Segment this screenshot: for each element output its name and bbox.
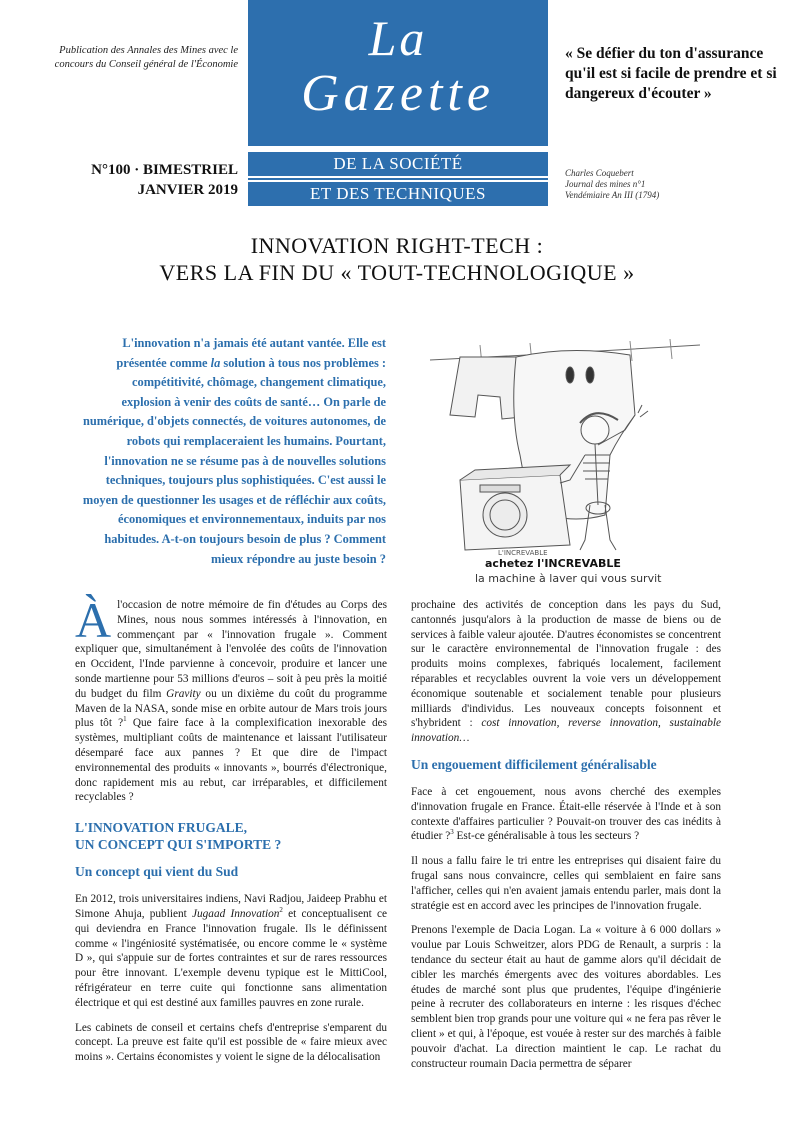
subsection-heading: Un concept qui vient du Sud (75, 864, 239, 880)
quote-source-date: Vendémiaire An III (1794) (565, 190, 660, 200)
cartoon-caption-main: achetez l'INCREVABLE (485, 557, 621, 570)
article-headline (60, 232, 734, 286)
masthead-band-society: DE LA SOCIÉTÉ (248, 152, 548, 176)
paragraph-text: prochaine des activités de conception dans les pays du Sud, cantonnés jusqu'alors à la production de masse de biens ou de services à faible valeur ajoutée. D'autres économistes se concentrent sur le caractère environnemental de l'innovation frugale : des produits moins complexes, fabriqués localement, facilement réparables et recyclables ouvrent la voie vers un développement économique soutenable et socialement tenable pour plusieurs milliards d'individus. Les nouveaux concepts foisonnent et s'hybrident : (411, 599, 721, 730)
cartoon-illustration (420, 305, 720, 590)
lead-emphasis: la (210, 355, 221, 370)
paragraph: Il nous a fallu faire le tri entre les entreprises qui disaient faire du frugal sans nous convaincre, celles qui semblaient en faire sans l'afficher, celles qui n'en avaient jamais entendu parler, mais dont la stratégie est en accord avec les principes de l'innovation frugale. (411, 855, 721, 912)
paragraph-text: Est-ce généralisable à tous les secteurs ? (453, 830, 640, 843)
concept-terms: cost innovation, reverse innovation, sustainable innovation… (411, 717, 722, 745)
machine-label: L'INCREVABLE (498, 549, 548, 557)
article-column-left (75, 592, 388, 1075)
subsection-heading: Un engouement difficilement généralisable (411, 756, 657, 772)
paragraph-text: et conceptualisent ce qui deviendra en France l'innovation frugale. Ils le définissent comme « l'ingéniosité systématisée, ou encore comme le « système D », qui s'appuie sur de fortes contraintes et sur de rares ressources pour être innovant. L'exemple devenu typique est le MittiCool, réfrigérateur en terre cuite qui fonctionne sans alimentation électrique et qui est destiné aux familles pauvres en zone rurale. (75, 907, 388, 1009)
footnote-ref: 2 (279, 906, 283, 915)
masthead-band-techniques: ET DES TECHNIQUES (248, 182, 548, 206)
epigraph-quote: « Se défier du ton d'assurance qu'il est si facile de prendre et si dangereux d'écouter » (565, 45, 777, 102)
film-title: Gravity (166, 687, 201, 700)
article-lead (80, 334, 386, 569)
cartoon-caption-sub: la machine à laver qui vous survit (475, 572, 662, 585)
footnote-ref: 3 (450, 828, 454, 837)
paragraph: Prenons l'exemple de Dacia Logan. La « voiture à 6 000 dollars » voulue par Louis Schweitzer, alors PDG de Renault, a surpris : la tendance du secteur était au haut de gamme alors qu'il décidait de cibler les marchés émergents avec des voitures abordables. Les études de marché sont plus que prudentes, l'équipe d'ingénierie peine à recruter des collaborateurs en interne : les risques d'échec semblent bien trop grands pour une voiture qui « ne fera pas rêver le client » et qui, à l'époque, est vouée à rester sur des marchés à faible pouvoir d'achat. La direction maintient le cap. Le rachat du constructeur roumain Dacia permettra de séparer (411, 924, 721, 1070)
article-column-right (411, 598, 721, 1081)
epigraph-attribution (565, 168, 780, 201)
headline-line-2: VERS LA FIN DU « TOUT-TECHNOLOGIQUE » (159, 260, 635, 285)
section-heading-line-2: UN CONCEPT QUI S'IMPORTE ? (75, 837, 282, 853)
quote-source: Journal des mines n°1 (565, 179, 646, 189)
paragraph-text: l'occasion de notre mémoire de fin d'études au Corps des Mines, nous nous sommes intéressés à l'innovation, en commençant par « l'innovation frugale ». Comment expliquer que, simultanément à l'envolée des coûts de l'innovation en Occident, l'Inde parvienne à concevoir, produire et lancer une sonde martienne pour 53 millions d'euros – soit à peu près la moitié du budget du film (75, 599, 387, 700)
paragraph: Les cabinets de conseil et certains chefs d'entreprise s'emparent du concept. La preuve est faite qu'il est possible de « faire mieux avec moins ». Certains économistes y voient le signe de la délocalisation (75, 1021, 387, 1064)
section-heading-line-1: L'INNOVATION FRUGALE, (75, 820, 248, 836)
paragraph (411, 598, 721, 746)
masthead (248, 0, 548, 146)
masthead-la: La (368, 10, 428, 66)
masthead-rule (248, 178, 548, 180)
paragraph-text: En 2012, trois universitaires indiens, Navi Radjou, Jaideep Prabhu et Simone Ahuja, publient (75, 893, 387, 920)
paragraph-text: Que faire face à la complexification inexorable des systèmes, multipliant coûts de maintenance et laissant l'utilisateur désemparé face aux pannes ? Et que dire de l'impact environnemental des produits « innovants », bourrés d'électronique, donc rapidement mis au rebut, car irréparables, et difficilement recyclables ? (75, 717, 387, 804)
cartoon-drawing (420, 305, 720, 590)
masthead-gazette: Gazette (301, 65, 495, 122)
issue-info (40, 160, 238, 200)
section-heading (75, 819, 387, 853)
paragraph-text: ou un dixième du coût du programme Maven de la NASA, sonde mise en orbite autour de Mars trois jours plus tôt ? (75, 687, 387, 730)
issue-number: N°100 · BIMESTRIEL (91, 162, 238, 178)
paragraph (411, 785, 721, 844)
book-title: Jugaad Innovation (192, 907, 280, 920)
paragraph (75, 892, 387, 1010)
lead-text-1: L'innovation n'a jamais été autant vantée. Elle est présentée comme (116, 336, 386, 370)
quote-author: Charles Coquebert (565, 168, 634, 178)
paragraph-text: Face à cet engouement, nous avons cherché des exemples d'innovation frugale en France. Était-elle réservée à l'Inde et à son contexte d'affaires particulier ? Pouvait-on trouver des cas inédits à étudier ? (411, 785, 721, 843)
headline-line-1: INNOVATION RIGHT-TECH : (250, 233, 544, 258)
paragraph (75, 592, 387, 805)
lead-text-2: solution à tous nos problèmes : compétitivité, chômage, changement climatique, explosion à venir des coûts de santé… On parle de numérique, d'objets connectés, de voitures autonomes, de robots qui remplaceraient les humains. Pourtant, l'innovation ne se résume pas à de nouvelles solutions techniques, toujours plus sophistiquées. C'est aussi le moyen de questionner les usages et de réfléchir aux coûts, économiques et environnementaux, induits par nos habitudes. A-t-on toujours besoin de plus ? Comment mieux répondre au juste besoin ? (82, 355, 386, 566)
publication-note: Publication des Annales des Mines avec le concours du Conseil général de l'Économie (54, 45, 238, 70)
issue-date: JANVIER 2019 (137, 182, 238, 198)
drop-cap: À (75, 592, 112, 648)
footnote-ref: 1 (123, 715, 127, 724)
